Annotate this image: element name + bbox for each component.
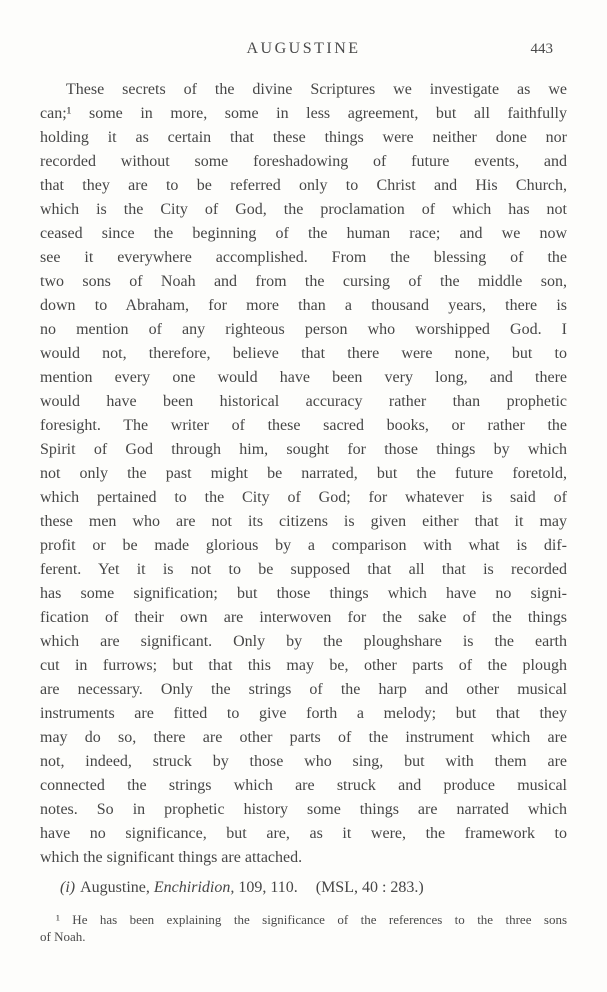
body-paragraph bbox=[40, 78, 567, 870]
body-text-line: no mention of any righteous person who worshipped God. I bbox=[40, 321, 567, 338]
body-text-line: which pertained to the City of God; for whatever is said of bbox=[40, 489, 567, 506]
body-text-line: not, indeed, struck by those who sing, but with them are bbox=[40, 753, 567, 770]
body-text-line: which are significant. Only by the ploughshare is the earth bbox=[40, 633, 567, 650]
body-text-line: these men who are not its citizens is given either that it may bbox=[40, 513, 567, 530]
body-text-line: have no significance, but are, as it were, the framework to bbox=[40, 825, 567, 842]
body-text-line: recorded without some foreshadowing of future events, and bbox=[40, 153, 567, 170]
citation-source: (MSL, 40 : 283.) bbox=[315, 879, 424, 896]
running-head-title: AUGUSTINE bbox=[246, 40, 361, 57]
body-text-line: mention every one would have been very long, and there bbox=[40, 369, 567, 386]
footnote bbox=[40, 911, 567, 945]
body-text-line: two sons of Noah and from the cursing of the middle son, bbox=[40, 273, 567, 290]
body-text-line: see it everywhere accomplished. From the blessing of the bbox=[40, 249, 567, 266]
body-text-line: notes. So in prophetic history some things are narrated which bbox=[40, 801, 567, 818]
page-number: 443 bbox=[530, 41, 553, 57]
body-text-line: are necessary. Only the strings of the harp and other musical bbox=[40, 681, 567, 698]
body-text-line: connected the strings which are struck and produce musical bbox=[40, 777, 567, 794]
citation-line bbox=[40, 876, 567, 900]
body-text-line: which is the City of God, the proclamation of which has not bbox=[40, 201, 567, 218]
citation-work-title: Enchiridion, bbox=[153, 879, 235, 896]
body-text-line: has some signification; but those things which have no signi- bbox=[40, 585, 567, 602]
citation-pages: 109, 110. bbox=[238, 879, 298, 896]
page-header bbox=[40, 40, 567, 62]
body-text-line: may do so, there are other parts of the instrument which are bbox=[40, 729, 567, 746]
body-text-line: that they are to be referred only to Christ and His Church, bbox=[40, 177, 567, 194]
body-text-line: not only the past might be narrated, but the future foretold, bbox=[40, 465, 567, 482]
footnote-line: of Noah. bbox=[40, 929, 86, 944]
body-text-line: ceased since the beginning of the human race; and we now bbox=[40, 225, 567, 242]
body-text-line: foresight. The writer of these sacred books, or rather the bbox=[40, 417, 567, 434]
body-text-line: holding it as certain that these things were neither done nor bbox=[40, 129, 567, 146]
body-text-line: down to Abraham, for more than a thousand years, there is bbox=[40, 297, 567, 314]
body-text-line: These secrets of the divine Scriptures we investigate as we bbox=[66, 81, 567, 98]
body-text-line: can;¹ some in more, some in less agreement, but all faithfully bbox=[40, 105, 567, 122]
footnote-line: ¹ He has been explaining the significance of the references to the three sons bbox=[56, 912, 567, 927]
body-text-line: would not, therefore, believe that there were none, but to bbox=[40, 345, 567, 362]
citation-label: (i) bbox=[60, 879, 76, 896]
body-text-line: fication of their own are interwoven for the sake of the things bbox=[40, 609, 567, 626]
body-text-line: cut in furrows; but that this may be, other parts of the plough bbox=[40, 657, 567, 674]
body-text-line: which the significant things are attached. bbox=[40, 849, 303, 866]
body-text-line: profit or be made glorious by a comparison with what is dif- bbox=[40, 537, 567, 554]
citation-author: Augustine, bbox=[80, 879, 150, 896]
body-text-line: would have been historical accuracy rather than prophetic bbox=[40, 393, 567, 410]
body-text-line: instruments are fitted to give forth a melody; but that they bbox=[40, 705, 567, 722]
body-text-line: Spirit of God through him, sought for those things by which bbox=[40, 441, 567, 458]
body-text-line: ferent. Yet it is not to be supposed that all that is recorded bbox=[40, 561, 567, 578]
